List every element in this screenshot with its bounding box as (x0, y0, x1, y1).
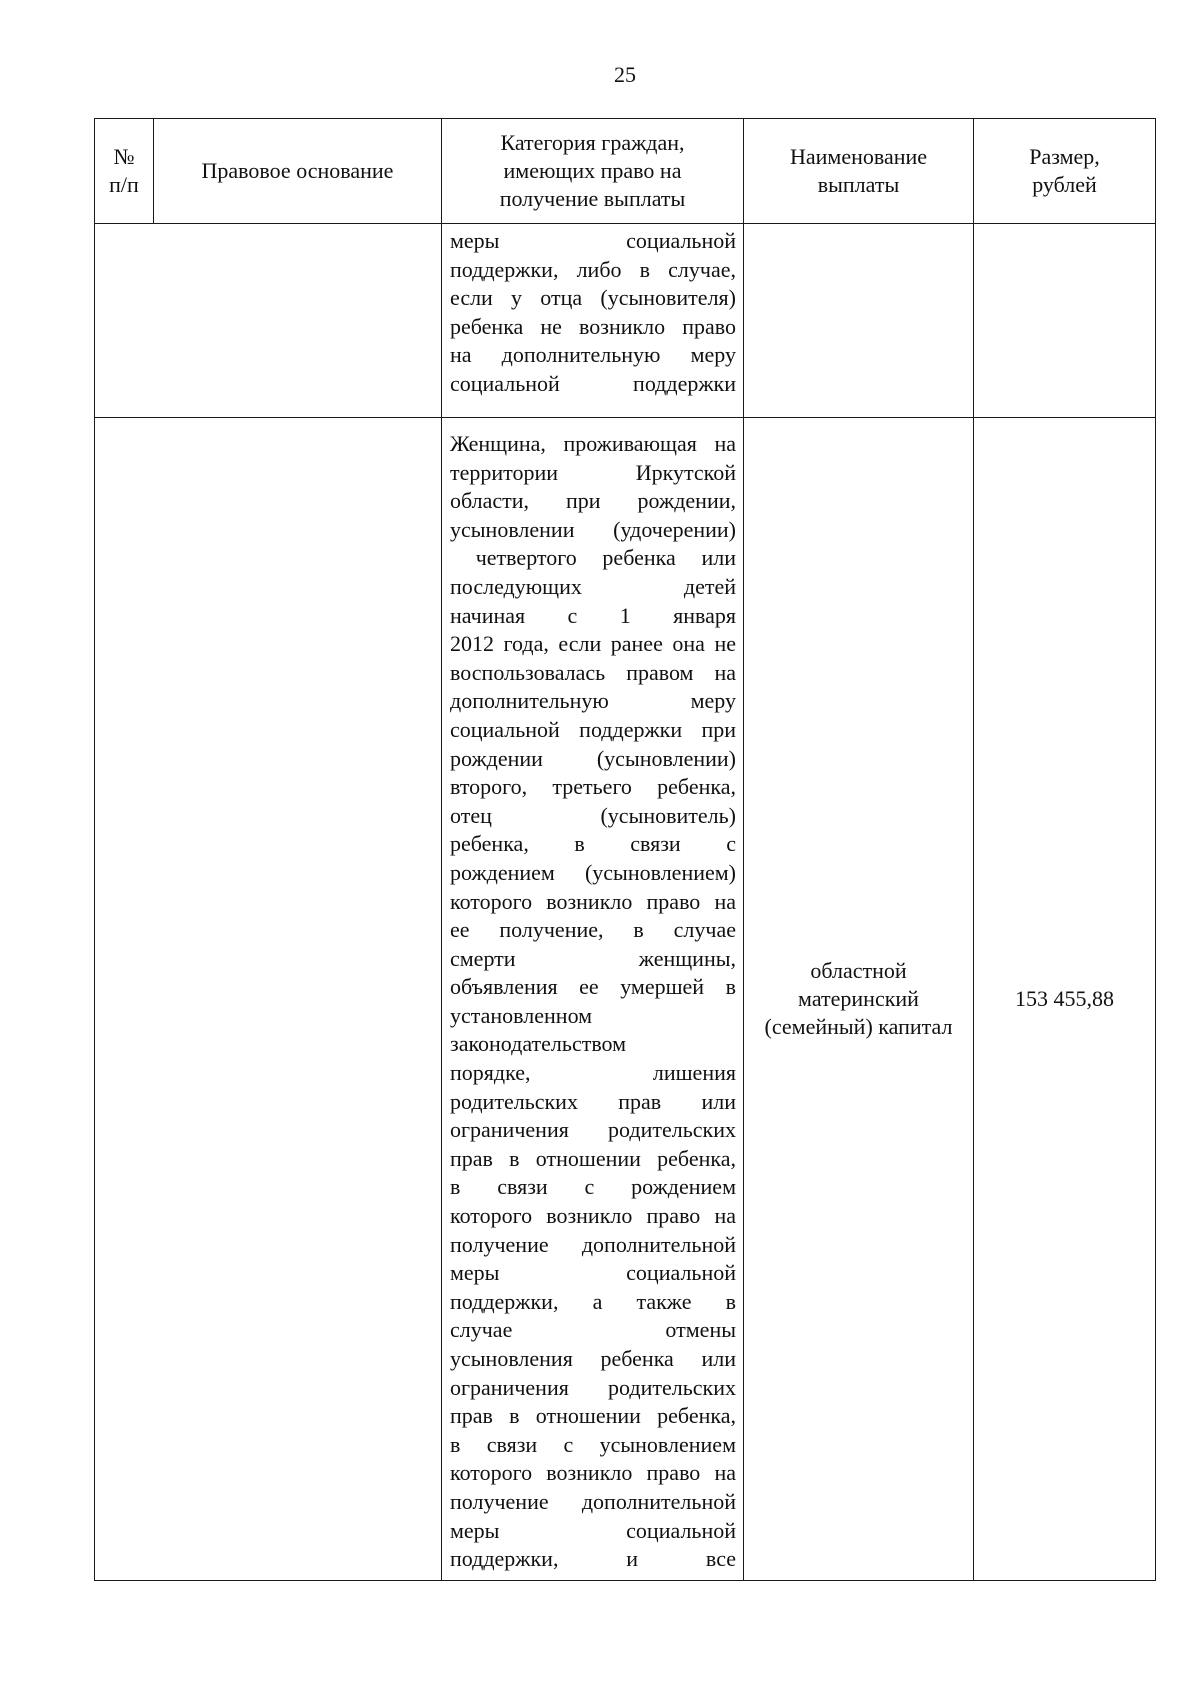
header-num-line: п/п (109, 172, 139, 197)
category-line: ребенка не возникло право (450, 313, 736, 339)
category-line: поддержки, и все (450, 1546, 736, 1572)
category-line: получение дополнительной (450, 1231, 736, 1257)
category-line: начиная с 1 января (450, 602, 736, 628)
category-line: меры социальной (450, 228, 736, 253)
category-line: социальной поддержки при (450, 716, 736, 742)
header-category-line: Категория граждан, (500, 130, 685, 155)
category-line: дополнительную меру (450, 688, 736, 714)
row2-amount-cell: 153 455,88 (974, 418, 1156, 1581)
category-line: которого возникло право на (450, 1460, 736, 1486)
category-line: ограничения родительских (450, 1117, 736, 1143)
category-line: меры социальной (450, 1517, 736, 1543)
header-payment-name (744, 119, 974, 224)
row2-payment-name-cell (744, 418, 974, 1581)
category-line: усыновления ребенка или (450, 1346, 736, 1371)
category-line: объявления ее умершей в (450, 974, 736, 1000)
category-line: рождением (усыновлением) (450, 859, 736, 885)
header-category (442, 119, 744, 224)
category-line: социальной поддержки (450, 370, 736, 396)
category-line: отец (усыновитель) (450, 802, 736, 828)
category-line: рождении (усыновлении) (450, 745, 736, 771)
category-line: поддержки, либо в случае, (450, 256, 736, 282)
header-legal-basis (154, 119, 442, 224)
category-line: получение дополнительной (450, 1488, 736, 1514)
category-line: случае отмены (450, 1317, 736, 1343)
category-line: в связи с усыновлением (450, 1431, 736, 1457)
category-line: которого возникло право на (450, 1203, 736, 1229)
row2-category-cell (442, 418, 744, 1581)
category-line: воспользовалась правом на (450, 659, 736, 685)
header-category-line: имеющих право на (503, 158, 682, 183)
table-row (95, 224, 1156, 418)
category-line: территории Иркутской (450, 459, 736, 485)
table-header-row (95, 119, 1156, 224)
header-payment-name-line: выплаты (817, 172, 900, 197)
payment-name-line: областной (810, 958, 907, 983)
category-line: в связи с рождением (450, 1174, 736, 1200)
category-line: порядке, лишения (450, 1060, 736, 1086)
category-line: установленном (450, 1002, 593, 1028)
category-line: прав в отношении ребенка, (450, 1403, 736, 1429)
category-line: 2012 года, если ранее она не (450, 631, 736, 657)
category-line: если у отца (усыновителя) (450, 285, 736, 311)
header-amount-line: рублей (1032, 172, 1097, 197)
category-line: второго, третьего ребенка, (450, 774, 736, 800)
category-line: ребенка, в связи с (450, 831, 736, 857)
table-row (95, 418, 1156, 1581)
payments-table (94, 118, 1156, 1581)
header-num-line: № (113, 144, 135, 169)
header-payment-name-line: Наименование (789, 144, 928, 169)
category-line: ее получение, в случае (450, 917, 736, 943)
category-line: меры социальной (450, 1260, 736, 1286)
category-line: законодательством (450, 1031, 627, 1057)
category-line: ограничения родительских (450, 1374, 736, 1400)
category-line: поддержки, а также в (450, 1288, 736, 1314)
header-amount-line: Размер, (1029, 144, 1100, 169)
category-line: усыновлении (удочерении) (450, 516, 736, 542)
payment-name-line: материнский (798, 986, 919, 1011)
header-category-line: получение выплаты (499, 186, 686, 211)
category-line: последующих детей (450, 573, 736, 599)
category-line: на дополнительную меру (450, 342, 736, 368)
category-line: области, при рождении, (450, 488, 736, 514)
category-line: прав в отношении ребенка, (450, 1145, 736, 1171)
header-num (95, 119, 154, 224)
category-line: родительских прав или (450, 1088, 736, 1114)
category-line: четвертого ребенка или (450, 545, 736, 571)
row1-payment-name-cell (744, 224, 974, 418)
category-line: которого возникло право на (450, 888, 736, 914)
payment-name-line: (семейный) капитал (764, 1014, 953, 1039)
page-number: 25 (614, 62, 636, 87)
category-line: Женщина, проживающая на (450, 431, 736, 456)
header-legal-basis-label: Правовое основание (201, 158, 394, 183)
row1-amount-cell (974, 224, 1156, 418)
row2-legal-basis-cell (95, 418, 442, 1581)
header-amount (974, 119, 1156, 224)
row1-legal-basis-cell (95, 224, 442, 418)
category-line: смерти женщины, (450, 945, 736, 971)
row1-category-cell (442, 224, 744, 418)
